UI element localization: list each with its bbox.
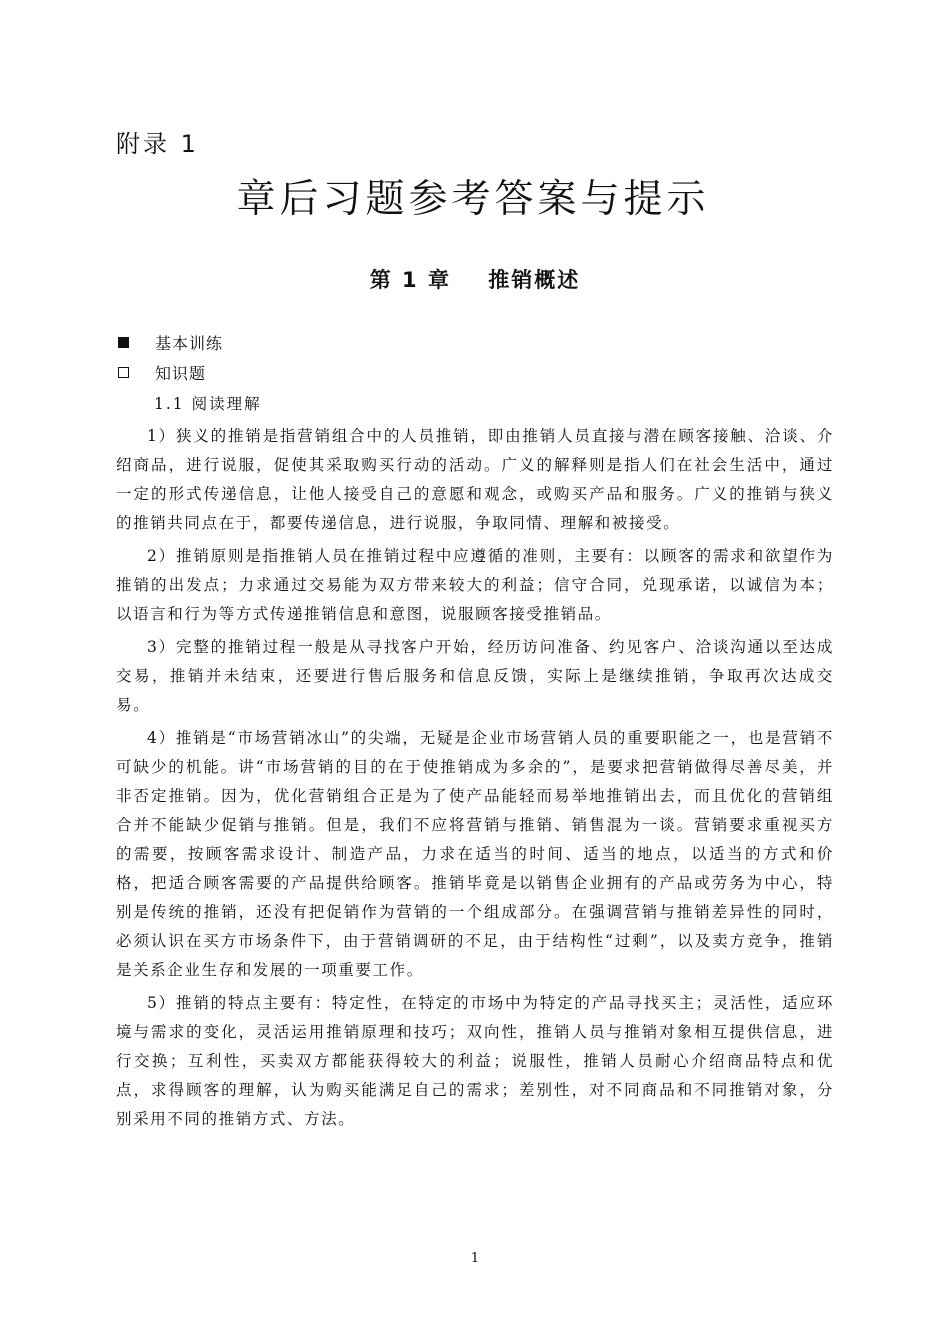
section-label: 基本训练 bbox=[155, 334, 224, 353]
chapter-title: 推销概述 bbox=[488, 268, 581, 292]
filled-square-bullet-icon bbox=[118, 337, 129, 348]
paragraph: 5）推销的特点主要有：特定性，在特定的市场中为特定的产品寻找买主；灵活性，适应环境与需求的变化，灵活运用推销原理和技巧；双向性，推销人员与推销对象相互提供信息，进行交换；互利性，买卖双方都能获得较大的利益；说服性，推销人员耐心介绍商品特点和优点，求得顾客的理解，认为购买能满足自己的需求；差别性，对不同商品和不同推销对象，分别采用不同的推销方式、方法。 bbox=[116, 994, 834, 1128]
section-knowledge-questions bbox=[116, 361, 206, 384]
paragraph: 1）狭义的推销是指营销组合中的人员推销，即由推销人员直接与潜在顾客接触、洽谈、介绍商品，进行说服，促使其采取购买行动的活动。广义的解释则是指人们在社会生活中，通过一定的形式传递信息，让他人接受自己的意愿和观念，或购买产品和服务。广义的推销与狭义的推销共同点在于，都要传递信息，进行说服，争取同情、理解和被接受。 bbox=[116, 427, 834, 532]
chapter-number: 第 1 章 bbox=[369, 268, 451, 292]
section-label: 知识题 bbox=[155, 364, 207, 383]
paragraph: 2）推销原则是指推销人员在推销过程中应遵循的准则，主要有：以顾客的需求和欲望作为推销的出发点；力求通过交易能为双方带来较大的利益；信守合同，兑现承诺，以诚信为本；以语言和行为等方式传递推销信息和意图，说服顾客接受推销品。 bbox=[116, 547, 834, 623]
chapter-heading bbox=[0, 264, 950, 294]
hollow-square-bullet-icon bbox=[118, 367, 129, 378]
paragraph: 3）完整的推销过程一般是从寻找客户开始，经历访问准备、约见客户、洽谈沟通以至达成交易，推销并未结束，还要进行售后服务和信息反馈，实际上是继续推销，争取再次达成交易。 bbox=[116, 638, 834, 714]
paragraph: 4）推销是“市场营销冰山”的尖端，无疑是企业市场营销人员的重要职能之一，也是营销不可缺少的机能。讲“市场营销的目的在于使推销成为多余的”，是要求把营销做得尽善尽美，并非否定推销。因为，优化营销组合正是为了使产品能轻而易举地推销出去，而且优化的营销组合并不能缺少促销与推销。但是，我们不应将营销与推销、销售混为一谈。营销要求重视买方的需要，按顾客需求设计、制造产品，力求在适当的时间、适当的地点，以适当的方式和价格，把适合顾客需要的产品提供给顾客。推销毕竟是以销售企业拥有的产品或劳务为中心，特别是传统的推销，还没有把促销作为营销的一个组成部分。在强调营销与推销差异性的同时，必须认识在买方市场条件下，由于营销调研的不足，由于结构性“过剩”，以及卖方竞争，推销是关系企业生存和发展的一项重要工作。 bbox=[116, 729, 834, 979]
body-text bbox=[116, 422, 834, 1138]
page-number: 1 bbox=[470, 1251, 480, 1266]
subsection-heading: 1.1 阅读理解 bbox=[154, 395, 262, 413]
page-title: 章后习题参考答案与提示 bbox=[236, 177, 710, 222]
appendix-label: 附录 1 bbox=[116, 130, 199, 158]
section-basic-training bbox=[116, 331, 223, 354]
